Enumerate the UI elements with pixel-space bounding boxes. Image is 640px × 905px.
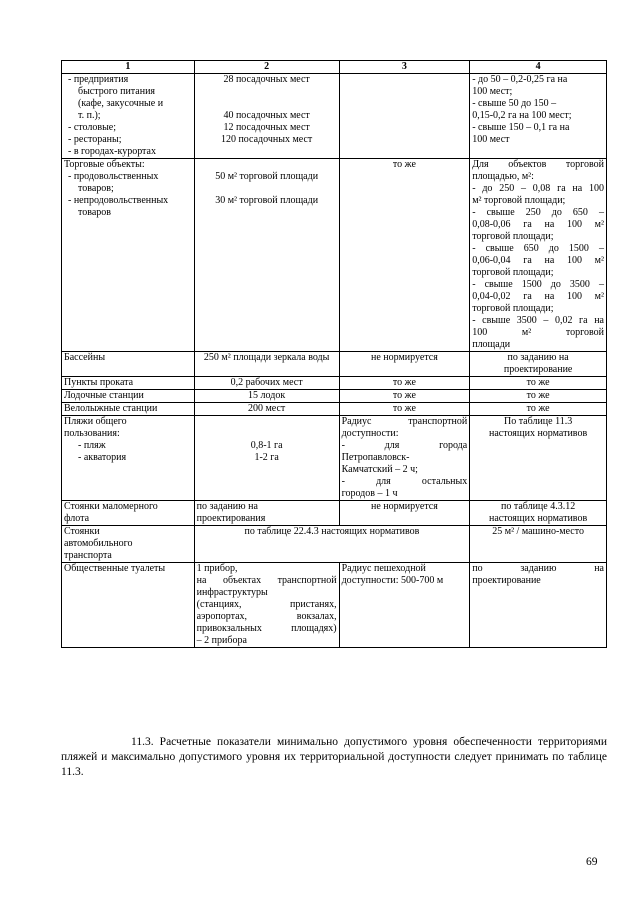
table-cell: то же xyxy=(470,377,607,390)
table-cell: 0,2 рабочих мест xyxy=(194,377,339,390)
table-row xyxy=(62,526,607,563)
body-paragraph: 11.3. Расчетные показатели минимально допустимого уровня обеспеченности территориями пляжей и максимально допустимого уровня их территориальной доступности следует принимать по таблице 11.3. xyxy=(61,736,607,778)
table-cell: то же xyxy=(470,390,607,403)
table-cell: - предприятия быстрого питания (кафе, закусочные и т. п.); - столовые; - рестораны; - в городах-курортах xyxy=(62,74,195,159)
table-cell: то же xyxy=(339,377,470,390)
table-row xyxy=(62,416,607,501)
page-number: 69 xyxy=(586,856,598,868)
table-cell: Велолыжные станции xyxy=(62,403,195,416)
column-header: 1 xyxy=(62,61,195,74)
table-cell: не нормируется xyxy=(339,501,470,526)
table-cell: Пляжи общего пользования: - пляж - акватория xyxy=(62,416,195,501)
table-cell: - до 50 – 0,2-0,25 га на 100 мест; - свыше 50 до 150 – 0,15-0,2 га на 100 мест; - свыше 150 – 0,1 га на 100 мест xyxy=(470,74,607,159)
table-cell: по заданию на проектирование xyxy=(470,563,607,648)
table-cell: Лодочные станции xyxy=(62,390,195,403)
table-cell: Для объектов торговой площадью, м²: - до 250 – 0,08 га на 100 м² торговой площади; - свыше 250 до 650 – 0,08-0,06 га на 100 м² торговой площади; - свыше 650 до 1500 – 0,06-0,04 га на 100 м² торговой площади; - свыше 1500 до 3500 – 0,04-0,02 га на 100 м² торговой площади; - свыше 3500 – 0,02 га на 100 м² торговой площади xyxy=(470,159,607,352)
norms-table xyxy=(61,60,607,648)
table-cell: Радиус транспортной доступности: - для города Петропавловск- Камчатский – 2 ч; - для остальных городов – 1 ч xyxy=(339,416,470,501)
table-row xyxy=(62,563,607,648)
table-row xyxy=(62,74,607,159)
table-cell: 1 прибор, на объектах транспортной инфраструктуры (станциях, пристанях, аэропортах, вокзалах, привокзальных площадях) – 2 прибора xyxy=(194,563,339,648)
table-cell: то же xyxy=(470,403,607,416)
table-cell: 15 лодок xyxy=(194,390,339,403)
table-cell: 250 м² площади зеркала воды xyxy=(194,352,339,377)
table-cell: Бассейны xyxy=(62,352,195,377)
table-row xyxy=(62,403,607,416)
table-row xyxy=(62,501,607,526)
table-row xyxy=(62,352,607,377)
column-header: 4 xyxy=(470,61,607,74)
table-header-row xyxy=(62,61,607,74)
table-cell: не нормируется xyxy=(339,352,470,377)
table-cell: Стоянки автомобильного транспорта xyxy=(62,526,195,563)
table-row xyxy=(62,390,607,403)
table-cell: Стоянки маломерного флота xyxy=(62,501,195,526)
table-cell: Общественные туалеты xyxy=(62,563,195,648)
table-row xyxy=(62,377,607,390)
table-cell: 200 мест xyxy=(194,403,339,416)
table-cell: Торговые объекты: - продовольственных товаров; - непродовольственных товаров xyxy=(62,159,195,352)
table-cell: 50 м² торговой площади 30 м² торговой площади xyxy=(194,159,339,352)
table-cell: По таблице 11.3 настоящих нормативов xyxy=(470,416,607,501)
column-header: 2 xyxy=(194,61,339,74)
table-cell: Пункты проката xyxy=(62,377,195,390)
table-cell: то же xyxy=(339,403,470,416)
table-cell: 28 посадочных мест 40 посадочных мест 12 посадочных мест 120 посадочных мест xyxy=(194,74,339,159)
column-header: 3 xyxy=(339,61,470,74)
table-cell: 25 м² / машино-место xyxy=(470,526,607,563)
table-cell: по заданию на проектирования xyxy=(194,501,339,526)
table-cell: Радиус пешеходной доступности: 500-700 м xyxy=(339,563,470,648)
table-cell xyxy=(339,74,470,159)
table-cell: по заданию на проектирование xyxy=(470,352,607,377)
table-cell: то же xyxy=(339,159,470,352)
table-cell: по таблице 22.4.3 настоящих нормативов xyxy=(194,526,470,563)
table-row xyxy=(62,159,607,352)
table-cell: то же xyxy=(339,390,470,403)
table-cell: по таблице 4.3.12 настоящих нормативов xyxy=(470,501,607,526)
table-cell: 0,8-1 га 1-2 га xyxy=(194,416,339,501)
